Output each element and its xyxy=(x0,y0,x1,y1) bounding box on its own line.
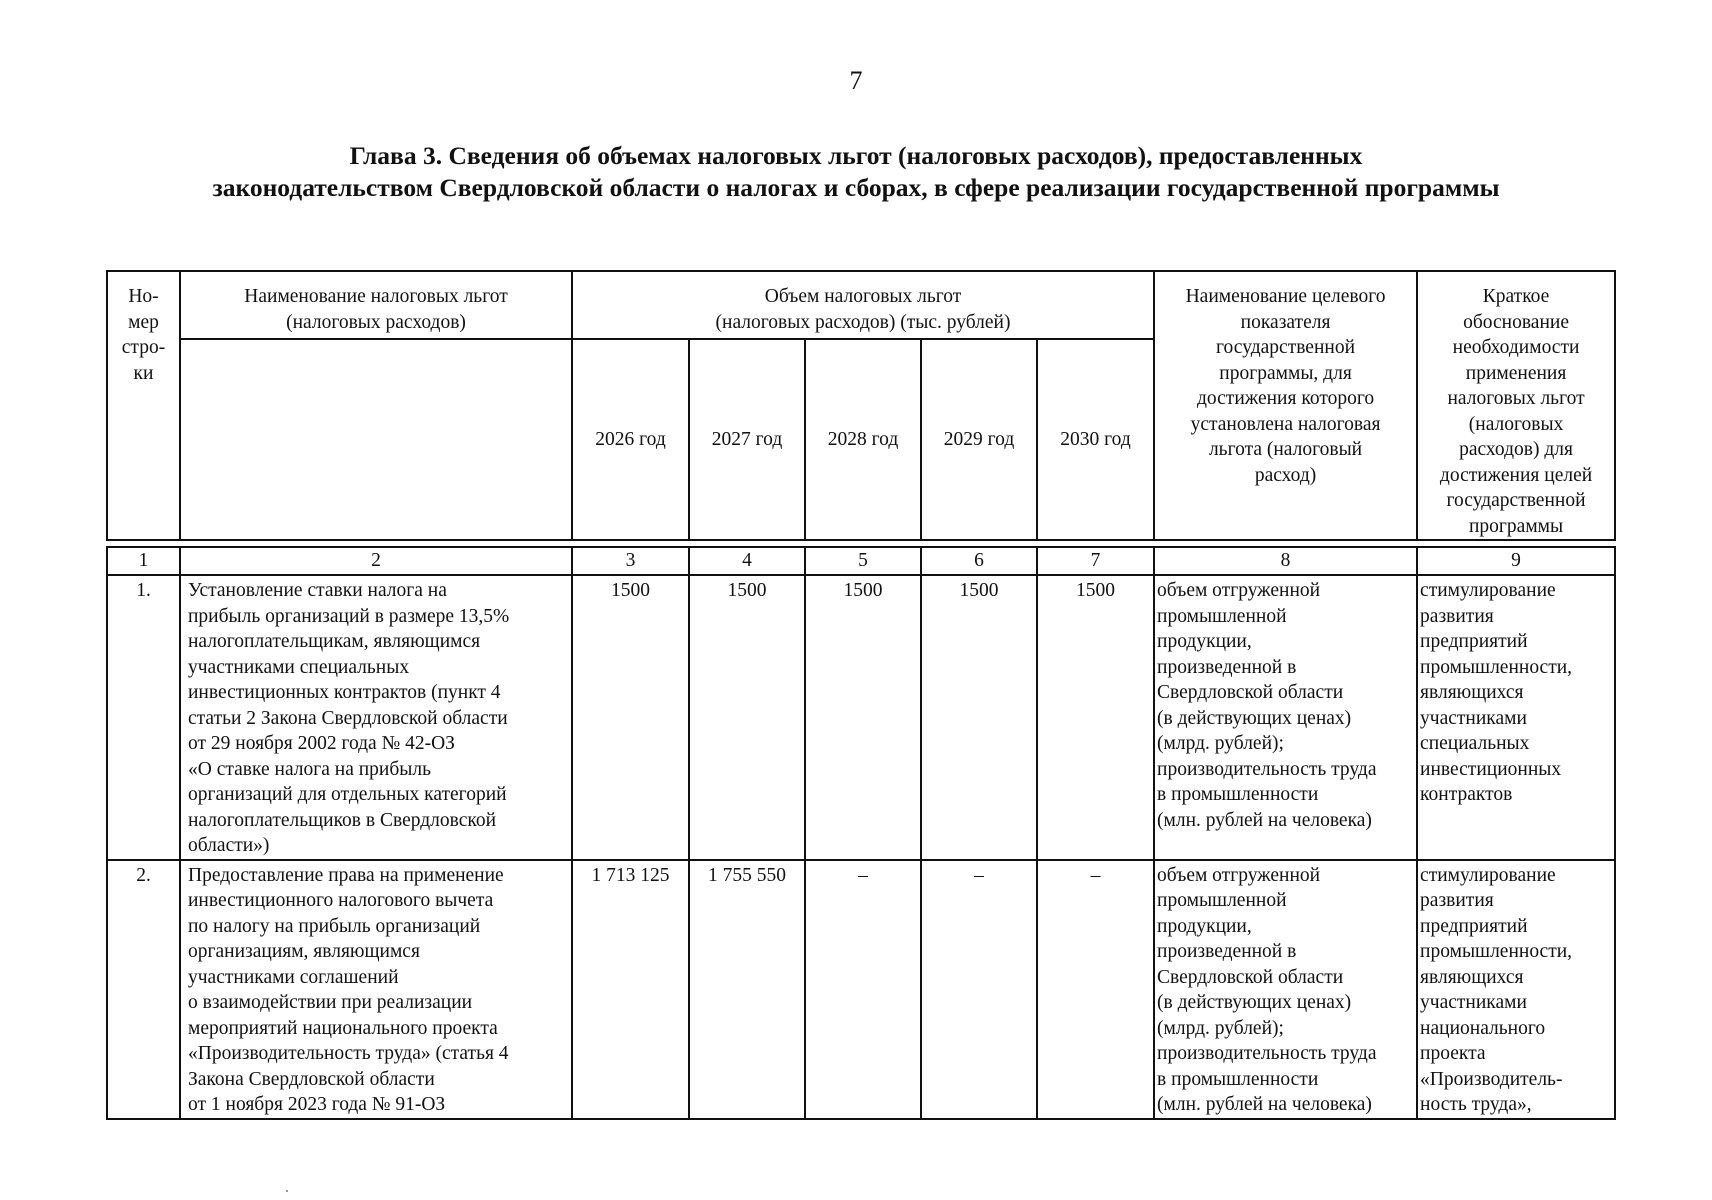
row-number: 1. xyxy=(107,575,180,860)
justification: стимулирование развития предприятий промышленности, являющихся участниками специальных инвестиционных контрактов xyxy=(1417,575,1615,860)
column-number: 9 xyxy=(1417,547,1615,575)
target-indicator: объем отгруженной промышленной продукции, произведенной в Свердловской области (в действующих ценах) (млрд. рублей); производительность труда в промышленности (млн. рублей на человека) xyxy=(1154,575,1417,860)
column-number: 6 xyxy=(921,547,1037,575)
header-volume: Объем налоговых льгот (налоговых расходов) (тыс. рублей) xyxy=(572,271,1154,339)
header-year-2028: 2028 год xyxy=(805,339,921,540)
table-header-row xyxy=(107,271,1615,339)
volume-2030: 1500 xyxy=(1037,575,1154,860)
header-target-indicator: Наименование целевого показателя государственной программы, для достижения которого установлена налоговая льгота (налоговый расход) xyxy=(1154,271,1417,540)
chapter-title-line-1: Глава 3. Сведения об объемах налоговых льгот (налоговых расходов), предоставленных xyxy=(349,141,1363,170)
volume-2028: – xyxy=(805,860,921,1119)
volume-2026: 1 713 125 xyxy=(572,860,689,1119)
target-indicator: объем отгруженной промышленной продукции, произведенной в Свердловской области (в действующих ценах) (млрд. рублей); производительность труда в промышленности (млн. рублей на человека) xyxy=(1154,860,1417,1119)
header-row-number: Но- мер стро- ки xyxy=(107,271,180,540)
scan-speck xyxy=(286,1190,288,1192)
table-row xyxy=(107,860,1615,1119)
header-name: Наименование налоговых льгот (налоговых расходов) xyxy=(180,271,572,339)
column-numbers-row xyxy=(107,547,1615,575)
volume-2029: 1500 xyxy=(921,575,1037,860)
volume-2026: 1500 xyxy=(572,575,689,860)
table-gap xyxy=(107,540,1615,547)
tax-benefit-name: Предоставление права на применение инвестиционного налогового вычета по налогу на прибыль организаций организациям, являющимся участниками соглашений о взаимодействии при реализации мероприятий национального проекта «Производительность труда» (статья 4 Закона Свердловской области от 1 ноября 2023 года № 91-ОЗ xyxy=(180,860,572,1119)
header-justification: Краткое обоснование необходимости применения налоговых льгот (налоговых расходов) для достижения целей государственной программы xyxy=(1417,271,1615,540)
header-year-2026: 2026 год xyxy=(572,339,689,540)
column-number: 7 xyxy=(1037,547,1154,575)
column-number: 1 xyxy=(107,547,180,575)
header-year-2029: 2029 год xyxy=(921,339,1037,540)
chapter-title xyxy=(0,140,1712,204)
volume-2030: – xyxy=(1037,860,1154,1119)
page-number: 7 xyxy=(849,66,863,95)
row-number: 2. xyxy=(107,860,180,1119)
tax-benefit-name: Установление ставки налога на прибыль организаций в размере 13,5% налогоплательщикам, являющимся участниками специальных инвестиционных контрактов (пункт 4 статьи 2 Закона Свердловской области от 29 ноября 2002 года № 42-ОЗ «О ставке налога на прибыль организаций для отдельных категорий налогоплательщиков в Свердловской области») xyxy=(180,575,572,860)
table-row xyxy=(107,575,1615,860)
tax-benefits-table xyxy=(106,270,1616,1120)
column-number: 8 xyxy=(1154,547,1417,575)
column-number: 2 xyxy=(180,547,572,575)
justification: стимулирование развития предприятий промышленности, являющихся участниками национального проекта «Производитель- ность труда», xyxy=(1417,860,1615,1119)
header-name-blank xyxy=(180,339,572,540)
volume-2027: 1500 xyxy=(689,575,805,860)
chapter-title-line-2: законодательством Свердловской области о налогах и сборах, в сфере реализации государственной программы xyxy=(212,173,1500,202)
column-number: 5 xyxy=(805,547,921,575)
column-number: 4 xyxy=(689,547,805,575)
volume-2029: – xyxy=(921,860,1037,1119)
header-year-2030: 2030 год xyxy=(1037,339,1154,540)
column-number: 3 xyxy=(572,547,689,575)
volume-2027: 1 755 550 xyxy=(689,860,805,1119)
volume-2028: 1500 xyxy=(805,575,921,860)
header-year-2027: 2027 год xyxy=(689,339,805,540)
